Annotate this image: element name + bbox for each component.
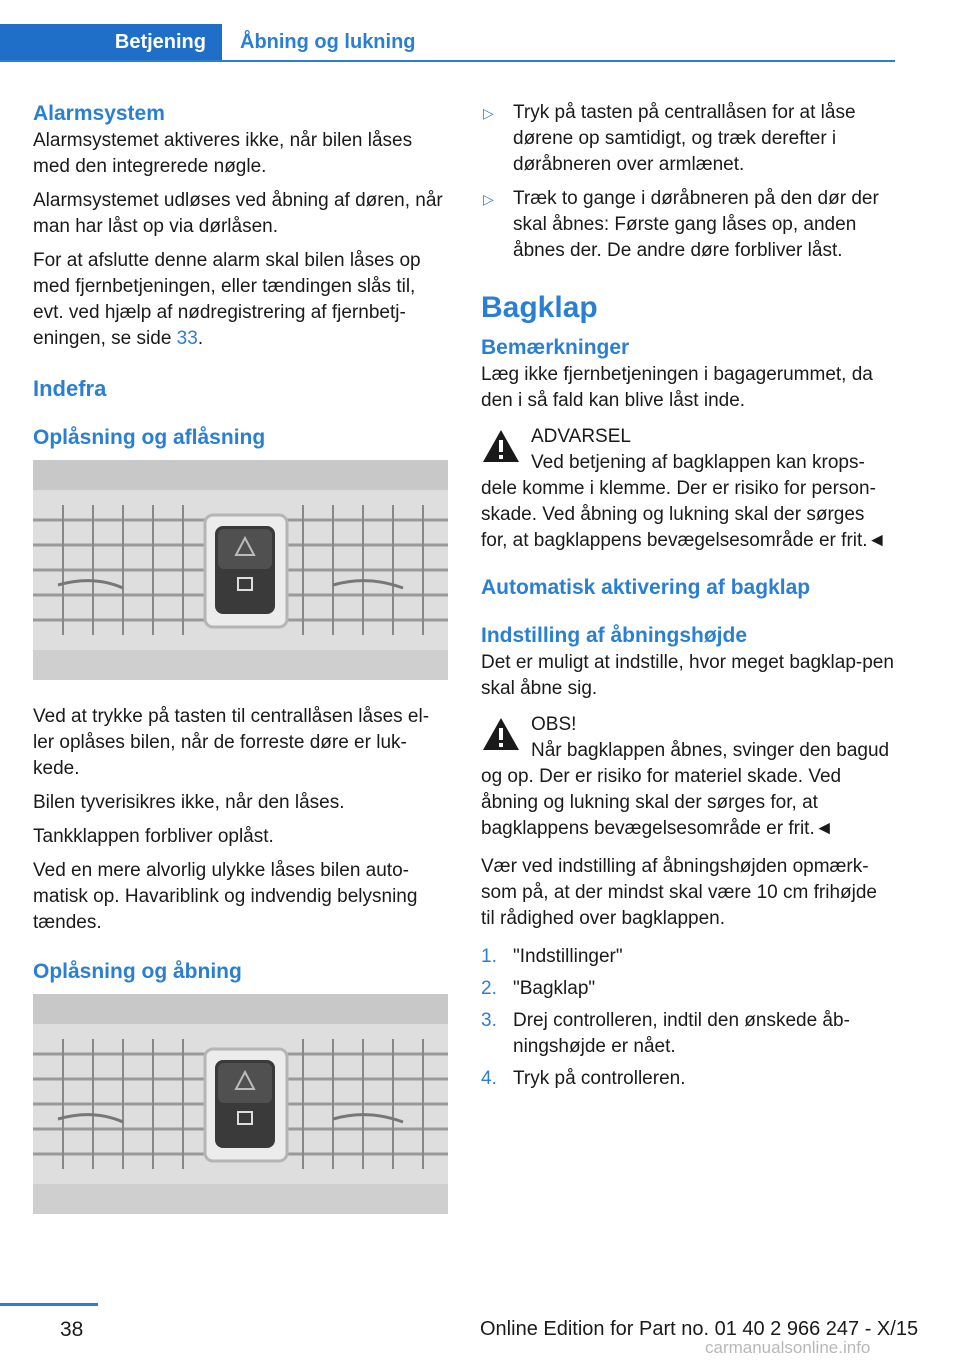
header-tabbar — [0, 24, 895, 62]
triangle-bullet-icon: ▷ — [483, 105, 494, 121]
page-link-33[interactable]: 33 — [176, 328, 198, 349]
warning-title: OBS! — [531, 714, 577, 735]
height-paragraph-2: Vær ved indstilling af åbningshøjden opmærk‐som på, at der mindst skal være 10 cm frihøjde til rådighed over bagklappen. — [481, 856, 877, 929]
footer-edition: Online Edition for Part no. 01 40 2 966 247 - X/15 — [480, 1318, 919, 1340]
alarm-p3-end: . — [197, 328, 204, 349]
step-text: "Indstillinger" — [513, 946, 623, 967]
tab-betjening[interactable]: Betjening — [0, 24, 222, 60]
step-text: Tryk på controlleren. — [513, 1068, 686, 1089]
step-number: 2. — [481, 978, 497, 999]
heading-indefra: Indefra — [33, 376, 107, 401]
notes-paragraph: Læg ikke fjernbetjeningen i bagagerummet, da den i så fald kan blive låst inde. — [481, 364, 873, 411]
warning-triangle-icon — [481, 716, 521, 752]
central-lock-image-2 — [33, 994, 448, 1214]
height-paragraph: Det er muligt at indstille, hvor meget bagklap‐pen skal åbne sig. — [481, 652, 894, 699]
alarm-paragraph-2: Alarmsystemet udløses ved åbning af døren, når man har låst op via dørlåsen. — [33, 190, 443, 237]
tab-aabning-og-lukning[interactable]: Åbning og lukning — [240, 31, 416, 53]
bullet-list — [481, 100, 895, 264]
warning-text-content: Når bagklappen åbnes, svinger den bagud og op. Der er risiko for materiel skade. Ved åbning og lukning skal der sørges for, at bagklappens bevægelsesområde er frit.◄ — [481, 740, 890, 839]
step-text: Drej controlleren, indtil den ønskede åb‐ningshøjde er nået. — [513, 1010, 850, 1057]
heading-bemaerkninger: Bemærkninger — [481, 336, 630, 359]
alarm-paragraph-3 — [33, 248, 448, 352]
warning-block-advarsel — [481, 424, 895, 554]
warning-text — [481, 450, 895, 554]
bullet-text-2: Træk to gange i døråbneren på den dør der skal åbnes: Første gang låses op, anden åbnes der. De andre døre forbliver låst. — [513, 188, 879, 261]
list-item — [481, 976, 895, 1002]
unlock-paragraph-4: Ved en mere alvorlig ulykke låses bilen auto‐matisk op. Havariblink og indvendig belysning tændes. — [33, 860, 418, 933]
warning-triangle-icon — [481, 428, 521, 464]
left-column — [33, 100, 448, 1238]
step-number: 1. — [481, 946, 497, 967]
heading-oplaasning-aabning: Oplåsning og åbning — [33, 960, 242, 983]
list-item — [481, 186, 895, 264]
unlock-paragraph-3: Tankklappen forbliver oplåst. — [33, 826, 274, 847]
warning-text-content: Ved betjening af bagklappen kan krops‐dele komme i klemme. Der er risiko for person‐skade. Ved åbning og lukning skal der sørges for, at bagklappens bevægelsesområde er frit.◄ — [481, 452, 887, 551]
right-column — [481, 100, 895, 1098]
list-item — [481, 100, 895, 178]
heading-oplaasning-aflaasning: Oplåsning og aflåsning — [33, 426, 266, 449]
step-text: "Bagklap" — [513, 978, 596, 999]
heading-indstilling-aabningshoejde: Indstilling af åbningshøjde — [481, 624, 747, 647]
warning-block-obs — [481, 712, 895, 842]
heading-bagklap: Bagklap — [481, 291, 598, 324]
heading-automatisk-aktivering: Automatisk aktivering af bagklap — [481, 576, 811, 599]
warning-text — [481, 738, 895, 842]
heading-alarmsystem: Alarmsystem — [33, 102, 165, 125]
footer-accent-line — [0, 1303, 98, 1306]
step-number: 4. — [481, 1068, 497, 1089]
alarm-p3-text: For at afslutte denne alarm skal bilen låses op med fjernbetjeningen, eller tændingen slås til, evt. ved hjælp af nødregistrering af fjernbetj‐eningen, se side — [33, 250, 421, 349]
step-number: 3. — [481, 1010, 497, 1031]
page-number: 38 — [60, 1318, 84, 1341]
list-item — [481, 1008, 895, 1060]
list-item — [481, 1066, 895, 1092]
alarm-paragraph-1: Alarmsystemet aktiveres ikke, når bilen låses med den integrerede nøgle. — [33, 130, 413, 177]
unlock-paragraph-1: Ved at trykke på tasten til centrallåsen låses el‐ler oplåses bilen, når de forreste døre er luk‐kede. — [33, 706, 430, 779]
watermark: carmanualsonline.info — [705, 1338, 871, 1357]
unlock-paragraph-2: Bilen tyverisikres ikke, når den låses. — [33, 792, 345, 813]
list-item — [481, 944, 895, 970]
triangle-bullet-icon: ▷ — [483, 191, 494, 207]
steps-list — [481, 944, 895, 1092]
central-lock-image-1 — [33, 460, 448, 680]
warning-title: ADVARSEL — [531, 426, 631, 447]
bullet-text-1: Tryk på tasten på centrallåsen for at låse dørene op samtidigt, og træk derefter i døråbneren over armlænet. — [513, 102, 856, 175]
